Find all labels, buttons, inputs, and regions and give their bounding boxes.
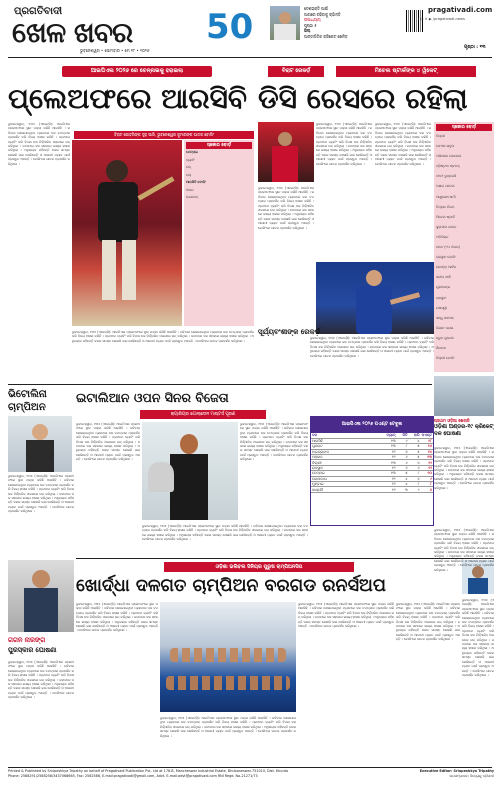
right-score-row: ଅଭିଷେକ ପୋରେଲ (436, 154, 462, 159)
second-headline: ଡିସି ରେସରେ ରହିଲା (258, 82, 468, 115)
second-kicker-2: ମିଚେଲ ଷ୍ଟାର୍କଙ୍କ ୪ ୱିକେଟ୍ (336, 66, 476, 77)
stat-cell: ୧୨ (385, 449, 397, 454)
dateline: ଭୁବନେଶ୍ୱର • ସୋମବାର • ମେ ୧୮ • ୨୦୨୬ (80, 48, 150, 53)
lead-photo (72, 140, 182, 326)
ipl-points-table (310, 416, 434, 526)
stat-cell: ୪ (397, 482, 409, 487)
stat-cell: ୬ (409, 465, 421, 470)
tennis-subhead: କ୍ୟାରିୟର ଗୋଲ୍ଡେନ ମାଷ୍ଟର୍ସ ପୂରଣ (140, 410, 266, 419)
narang-body-text: ଭୁବନେଶ୍ୱର, ୧୭ା୫ (ଏଜେନ୍ସି): ଆଇପିଏଲ ପ୍ଲେଅଫରେ ସ୍ଥାନ ପକ୍କା କରିଛି ଆରସିବି । ରବିବାର ଖେଳାଯାଇଥିବା ମ୍ୟାଚରେ ଦଳ ଚମତ୍କାର ପ୍ରଦର୍ଶନ କରି ବିଜୟ ହାସଲ କରିଛି । ପ୍ରଥମେ ବ୍ୟାଟିଂ କରି ବିପକ୍ଷ ଦଳ ନିର୍ଦ୍ଧାରିତ ଓଭରରେ ରନ୍ କରିଥିଲା । ଜବାବରେ ଦଳ ସହଜରେ ଲକ୍ଷ୍ୟ ହାସଲ କରିଥିଲା । ଅଧିନାୟକ କହିଛନ୍ତି ଦଳର ସମସ୍ତ ଖେଳାଳି ଭଲ ଖେଳିଛନ୍ତି ଓ ଆଗାମୀ ମ୍ୟାଚ ପାଇଁ ପ୍ରସ୍ତୁତ ଅଛନ୍ତି । ବୋଲିଂରେ ଘାତକ ପ୍ରଦର୍ଶନ କରିଥିଲେ । (8, 660, 74, 700)
stat-cell: ୮ (397, 444, 409, 449)
stat-cell: ୯ (397, 438, 409, 443)
brand-name: ପ୍ରଗତିବାଦୀ (14, 6, 63, 17)
stat-cell: ୧୮ (421, 438, 433, 443)
right-score-row: ଯୁଜବେନ୍ଦ୍ର (436, 285, 451, 290)
odisha-kicker: ପ୍ରଥମ ଓଡ଼ିଆ ଖେଳାଳି (434, 418, 470, 423)
right-score-row: ଯଶସ୍ୱୀ (436, 305, 447, 310)
right-score-row: ରାଜସ୍ଥାନ (436, 295, 447, 300)
stat-cell: ୪ (409, 438, 421, 443)
right-score-rows (436, 131, 492, 363)
stat-cell: ୬ (397, 465, 409, 470)
right-score-row: ଅକ୍ଷର ପଟେଲ (436, 184, 455, 189)
right-score-row: ଫାଫ ଡୁପ୍ଲେସି (436, 174, 457, 179)
stat-cell: ୬ (397, 455, 409, 460)
stat-cell: ୮ (409, 471, 421, 476)
stat-cell: ୮ (421, 482, 433, 487)
volleyball-body-text-3: ଭୁବନେଶ୍ୱର, ୧୭ା୫ (ଏଜେନ୍ସି): ଆଇପିଏଲ ପ୍ଲେଅଫରେ ସ୍ଥାନ ପକ୍କା କରିଛି ଆରସିବି । ରବିବାର ଖେଳାଯାଇଥିବା ମ୍ୟାଚରେ ଦଳ ଚମତ୍କାର ପ୍ରଦର୍ଶନ କରି ବିଜୟ ହାସଲ କରିଛି । ପ୍ରଥମେ ବ୍ୟାଟିଂ କରି ବିପକ୍ଷ ଦଳ ନିର୍ଦ୍ଧାରିତ ଓଭରରେ ରନ୍ କରିଥିଲା । ଜବାବରେ ଦଳ ସହଜରେ ଲକ୍ଷ୍ୟ ହାସଲ କରିଥିଲା । ଅଧିନାୟକ କହିଛନ୍ତି ଦଳର ସମସ୍ତ ଖେଳାଳି ଭଲ ଖେଳିଛନ୍ତି ଓ ଆଗାମୀ ମ୍ୟାଚ ପାଇଁ ପ୍ରସ୍ତୁତ ଅଛନ୍ତି । ବୋଲିଂରେ ଘାତକ ପ୍ରଦର୍ଶନ କରିଥିଲେ । (396, 602, 460, 642)
ipl-body-text: ଭୁବନେଶ୍ୱର, ୧୭ା୫ (ଏଜେନ୍ସି): ଆଇପିଏଲ ପ୍ଲେଅଫରେ ସ୍ଥାନ ପକ୍କା କରିଛି ଆରସିବି । ରବିବାର ଖେଳାଯାଇଥିବା ମ୍ୟାଚରେ ଦଳ ଚମତ୍କାର ପ୍ରଦର୍ଶନ କରି ବିଜୟ ହାସଲ କରିଛି । ପ୍ରଥମେ ବ୍ୟାଟିଂ କରି ବିପକ୍ଷ ଦଳ ନିର୍ଦ୍ଧାରିତ ଓଭରରେ ରନ୍ କରିଥିଲା । ଜବାବରେ ଦଳ ସହଜରେ ଲକ୍ଷ୍ୟ ହାସଲ କରିଥିଲା । ଅଧିନାୟକ କହିଛନ୍ତି ଦଳର ସମସ୍ତ ଖେଳାଳି ଭଲ ଖେଳିଛନ୍ତି ଓ ଆଗାମୀ ମ୍ୟାଚ ପାଇଁ ପ୍ରସ୍ତୁତ ଅଛନ୍ତି । ବୋଲିଂରେ ଘାତକ ପ୍ରଦର୍ଶନ କରିଥିଲେ । (310, 336, 434, 358)
dc-body-text-3: ଭୁବନେଶ୍ୱର, ୧୭ା୫ (ଏଜେନ୍ସି): ଆଇପିଏଲ ପ୍ଲେଅଫରେ ସ୍ଥାନ ପକ୍କା କରିଛି ଆରସିବି । ରବିବାର ଖେଳାଯାଇଥିବା ମ୍ୟାଚରେ ଦଳ ଚମତ୍କାର ପ୍ରଦର୍ଶନ କରି ବିଜୟ ହାସଲ କରିଛି । ପ୍ରଥମେ ବ୍ୟାଟିଂ କରି ବିପକ୍ଷ ଦଳ ନିର୍ଦ୍ଧାରିତ ଓଭରରେ ରନ୍ କରିଥିଲା । ଜବାବରେ ଦଳ ସହଜରେ ଲକ୍ଷ୍ୟ ହାସଲ କରିଥିଲା । ଅଧିନାୟକ କହିଛନ୍ତି ଦଳର ସମସ୍ତ ଖେଳାଳି ଭଲ ଖେଳିଛନ୍ତି ଓ ଆଗାମୀ ମ୍ୟାଚ ପାଇଁ ପ୍ରସ୍ତୁତ ଅଛନ୍ତି । ବୋଲିଂରେ ଘାତକ ପ୍ରଦର୍ଶନ କରିଥିଲେ । (258, 186, 314, 230)
vitolina-body-text: ଭୁବନେଶ୍ୱର, ୧୭ା୫ (ଏଜେନ୍ସି): ଆଇପିଏଲ ପ୍ଲେଅଫରେ ସ୍ଥାନ ପକ୍କା କରିଛି ଆରସିବି । ରବିବାର ଖେଳାଯାଇଥିବା ମ୍ୟାଚରେ ଦଳ ଚମତ୍କାର ପ୍ରଦର୍ଶନ କରି ବିଜୟ ହାସଲ କରିଛି । ପ୍ରଥମେ ବ୍ୟାଟିଂ କରି ବିପକ୍ଷ ଦଳ ନିର୍ଦ୍ଧାରିତ ଓଭରରେ ରନ୍ କରିଥିଲା । ଜବାବରେ ଦଳ ସହଜରେ ଲକ୍ଷ୍ୟ ହାସଲ କରିଥିଲା । ଅଧିନାୟକ କହିଛନ୍ତି ଦଳର ସମସ୍ତ ଖେଳାଳି ଭଲ ଖେଳିଛନ୍ତି ଓ ଆଗାମୀ ମ୍ୟାଚ ପାଇଁ ପ୍ରସ୍ତୁତ ଅଛନ୍ତି । ବୋଲିଂରେ ଘାତକ ପ୍ରଦର୍ଶନ କରିଥିଲେ । (8, 474, 74, 514)
lead-subhead: ବିରାଟ କୋହଲିଙ୍କ ଦୃଢ଼ ପାରି, ଭୁବନେଶ୍ୱର କୁମାରଙ୍କ ଘାତକ ବୋଲିଂ (74, 131, 254, 139)
stat-cell: ୧୩ (385, 460, 397, 465)
footer-imprint: Printed & Published by Sriupeshkya Tripathy on behalf of Pragativadi Publication Pvt. Ltd at 178-B, Mancheswar Industrial Estate, Bhubaneswar-751010, Dist. Khurda Phone: 2588291/2588258/3437068665, Fax: 2582586, E-mail:pragativadi@gmail.com, Advt. E-mail:advt@pragativadi.com RNI Regd. No-21271/73 (8, 769, 289, 778)
barcode (406, 10, 424, 32)
right-scoreboard (434, 122, 494, 372)
lead-scoreboard-tag: ସ୍କୋର ବୋର୍ଡ଼ (186, 142, 252, 149)
stat-cell: ୧୩ (385, 471, 397, 476)
right-score-row: ସନ୍ଦୀପ ଶର୍ମା (436, 275, 451, 280)
section-title: ଖେଳ ଖବର (12, 16, 133, 49)
narang-kicker: ଗଗନ ନାରଙ୍ଗ (8, 636, 46, 644)
volleyball-caption-text: ଭୁବନେଶ୍ୱର, ୧୭ା୫ (ଏଜେନ୍ସି): ଆଇପିଏଲ ପ୍ଲେଅଫରେ ସ୍ଥାନ ପକ୍କା କରିଛି ଆରସିବି । ରବିବାର ଖେଳାଯାଇଥିବା ମ୍ୟାଚରେ ଦଳ ଚମତ୍କାର ପ୍ରଦର୍ଶନ କରି ବିଜୟ ହାସଲ କରିଛି । ପ୍ରଥମେ ବ୍ୟାଟିଂ କରି ବିପକ୍ଷ ଦଳ ନିର୍ଦ୍ଧାରିତ ଓଭରରେ ରନ୍ କରିଥିଲା । ଜବାବରେ ଦଳ ସହଜରେ ଲକ୍ଷ୍ୟ ହାସଲ କରିଥିଲା । ଅଧିନାୟକ କହିଛନ୍ତି ଦଳର ସମସ୍ତ ଖେଳାଳି ଭଲ ଖେଳିଛନ୍ତି ଓ ଆଗାମୀ ମ୍ୟାଚ ପାଇଁ ପ୍ରସ୍ତୁତ ଅଛନ୍ତି । ବୋଲିଂରେ ଘାତକ ପ୍ରଦର୍ଶନ କରିଥିଲେ । (160, 716, 296, 738)
right-scoreboard-tag: ସ୍କୋର ବୋର୍ଡ଼ (436, 124, 492, 131)
stat-cell: ୭ (409, 476, 421, 481)
stat-cell: ୪ (397, 476, 409, 481)
right-score-row: କେଏଲ ରାହୁଲ (436, 144, 455, 149)
right-bottom-body-text: ଭୁବନେଶ୍ୱର, ୧୭ା୫ (ଏଜେନ୍ସି): ଆଇପିଏଲ ପ୍ଲେଅଫରେ ସ୍ଥାନ ପକ୍କା କରିଛି ଆରସିବି । ରବିବାର ଖେଳାଯାଇଥିବା ମ୍ୟାଚରେ ଦଳ ଚମତ୍କାର ପ୍ରଦର୍ଶନ କରି ବିଜୟ ହାସଲ କରିଛି । ପ୍ରଥମେ ବ୍ୟାଟିଂ କରି ବିପକ୍ଷ ଦଳ ନିର୍ଦ୍ଧାରିତ ଓଭରରେ ରନ୍ କରିଥିଲା । ଜବାବରେ ଦଳ ସହଜରେ ଲକ୍ଷ୍ୟ ହାସଲ କରିଥିଲା । ଅଧିନାୟକ କହିଛନ୍ତି ଦଳର ସମସ୍ତ ଖେଳାଳି ଭଲ ଖେଳିଛନ୍ତି ଓ ଆଗାମୀ ମ୍ୟାଚ ପାଇଁ ପ୍ରସ୍ତୁତ ଅଛନ୍ତି । ବୋଲିଂରେ ଘାତକ ପ୍ରଦର୍ଶନ କରିଥିଲେ । (434, 528, 494, 572)
odisha-headline: ଓଡ଼ିଶା ଅଣ୍ଡର-୧୯ କ୍ରିକେଟ୍ ଦଳ ଘୋଷଣା (434, 424, 494, 437)
bottom-kicker: ଓଡ଼ିଶା ଭଲିବଲ ସିନିୟର ପୁରୁଷ ଚାମ୍ପିଅନସିପ (164, 562, 354, 572)
ipl-table-title: ଆଇପିଏଲ ୨୦୨୬ ପଏଣ୍ଟ ଟେବୁଲ (311, 417, 433, 433)
team-name-cell: ଦିଲ୍ଲୀ (311, 460, 385, 465)
volleyball-body-text-2: ଭୁବନେଶ୍ୱର, ୧୭ା୫ (ଏଜେନ୍ସି): ଆଇପିଏଲ ପ୍ଲେଅଫରେ ସ୍ଥାନ ପକ୍କା କରିଛି ଆରସିବି । ରବିବାର ଖେଳାଯାଇଥିବା ମ୍ୟାଚରେ ଦଳ ଚମତ୍କାର ପ୍ରଦର୍ଶନ କରି ବିଜୟ ହାସଲ କରିଛି । ପ୍ରଥମେ ବ୍ୟାଟିଂ କରି ବିପକ୍ଷ ଦଳ ନିର୍ଦ୍ଧାରିତ ଓଭରରେ ରନ୍ କରିଥିଲା । ଜବାବରେ ଦଳ ସହଜରେ ଲକ୍ଷ୍ୟ ହାସଲ କରିଥିଲା । ଅଧିନାୟକ କହିଛନ୍ତି ଦଳର ସମସ୍ତ ଖେଳାଳି ଭଲ ଖେଳିଛନ୍ତି ଓ ଆଗାମୀ ମ୍ୟାଚ ପାଇଁ ପ୍ରସ୍ତୁତ ଅଛନ୍ତି । ବୋଲିଂରେ ଘାତକ ପ୍ରଦର୍ଶନ କରିଥିଲେ । (298, 602, 394, 629)
stat-cell: ୧୩ (385, 444, 397, 449)
stat-cell: ୧୨ (385, 476, 397, 481)
stat-cell: ୧୨ (385, 465, 397, 470)
stat-cell: ୬ (397, 460, 409, 465)
ipl-header-cell: ପଏଣ୍ଟ (421, 433, 432, 438)
vitolina-headline: ଭିଟୋଲିନା ଚାମ୍ପିଅନ (8, 389, 47, 413)
footer-editor: Executive Editor: Sriupeshkya Tripathy ଉପସମ୍ପାଦକ: ଦିବ୍ୟେନ୍ଦୁ ତ୍ରିପାଠୀ (419, 769, 494, 778)
section-divider-2 (76, 558, 494, 559)
footer-divider (8, 767, 492, 768)
table-row (311, 487, 433, 492)
team-name-cell: ଚେନ୍ନାଇ (311, 471, 385, 476)
tennis-headline: ଇଟାଲିଆନ ଓପନ ସିନର ବିଜେତା (76, 390, 229, 405)
odisha-body-text: ଭୁବନେଶ୍ୱର, ୧୭ା୫ (ଏଜେନ୍ସି): ଆଇପିଏଲ ପ୍ଲେଅଫରେ ସ୍ଥାନ ପକ୍କା କରିଛି ଆରସିବି । ରବିବାର ଖେଳାଯାଇଥିବା ମ୍ୟାଚରେ ଦଳ ଚମତ୍କାର ପ୍ରଦର୍ଶନ କରି ବିଜୟ ହାସଲ କରିଛି । ପ୍ରଥମେ ବ୍ୟାଟିଂ କରି ବିପକ୍ଷ ଦଳ ନିର୍ଦ୍ଧାରିତ ଓଭରରେ ରନ୍ କରିଥିଲା । ଜବାବରେ ଦଳ ସହଜରେ ଲକ୍ଷ୍ୟ ହାସଲ କରିଥିଲା । ଅଧିନାୟକ କହିଛନ୍ତି ଦଳର ସମସ୍ତ ଖେଳାଳି ଭଲ ଖେଳିଛନ୍ତି ଓ ଆଗାମୀ ମ୍ୟାଚ ପାଇଁ ପ୍ରସ୍ତୁତ ଅଛନ୍ତି । ବୋଲିଂରେ ଘାତକ ପ୍ରଦର୍ଶନ କରିଥିଲେ । (434, 446, 494, 490)
lead-score-lines: ଚେନ୍ନାଇ ବ୍ୟାଟିଂ ରନ୍ ବଲ୍ ଆରସିବି ବୋଲିଂ ଓଭର ଉଇକେଟ୍ (186, 150, 207, 199)
stat-cell: ୧୨ (385, 482, 397, 487)
right-score-row: ଶିମରନ (436, 345, 446, 350)
team-name-cell: ରାଜସ୍ଥାନ (311, 465, 385, 470)
team-name-cell: ଲକ୍ଷ୍ନୌ (311, 487, 385, 492)
ipl-header-cell: ହାରି (409, 433, 421, 438)
tennis-body-text: ଭୁବନେଶ୍ୱର, ୧୭ା୫ (ଏଜେନ୍ସି): ଆଇପିଏଲ ପ୍ଲେଅଫରେ ସ୍ଥାନ ପକ୍କା କରିଛି ଆରସିବି । ରବିବାର ଖେଳାଯାଇଥିବା ମ୍ୟାଚରେ ଦଳ ଚମତ୍କାର ପ୍ରଦର୍ଶନ କରି ବିଜୟ ହାସଲ କରିଛି । ପ୍ରଥମେ ବ୍ୟାଟିଂ କରି ବିପକ୍ଷ ଦଳ ନିର୍ଦ୍ଧାରିତ ଓଭରରେ ରନ୍ କରିଥିଲା । ଜବାବରେ ଦଳ ସହଜରେ ଲକ୍ଷ୍ୟ ହାସଲ କରିଥିଲା । ଅଧିନାୟକ କହିଛନ୍ତି ଦଳର ସମସ୍ତ ଖେଳାଳି ଭଲ ଖେଳିଛନ୍ତି ଓ ଆଗାମୀ ମ୍ୟାଚ ପାଇଁ ପ୍ରସ୍ତୁତ ଅଛନ୍ତି । ବୋଲିଂରେ ଘାତକ ପ୍ରଦର୍ଶନ କରିଥିଲେ । (76, 422, 140, 462)
narang-photo (8, 560, 74, 632)
stat-cell: ୫ (409, 449, 421, 454)
right-score-row: ମିଚେଲ ଷ୍ଟାର୍କ (436, 214, 455, 219)
volleyball-team-photo (160, 602, 296, 712)
lead-caption-text: ଭୁବନେଶ୍ୱର, ୧୭ା୫ (ଏଜେନ୍ସି): ଆଇପିଏଲ ପ୍ଲେଅଫରେ ସ୍ଥାନ ପକ୍କା କରିଛି ଆରସିବି । ରବିବାର ଖେଳାଯାଇଥିବା ମ୍ୟାଚରେ ଦଳ ଚମତ୍କାର ପ୍ରଦର୍ଶନ କରି ବିଜୟ ହାସଲ କରିଛି । ପ୍ରଥମେ ବ୍ୟାଟିଂ କରି ବିପକ୍ଷ ଦଳ ନିର୍ଦ୍ଧାରିତ ଓଭରରେ ରନ୍ କରିଥିଲା । ଜବାବରେ ଦଳ ସହଜରେ ଲକ୍ଷ୍ୟ ହାସଲ କରିଥିଲା । ଅଧିନାୟକ କହିଛନ୍ତି ଦଳର ସମସ୍ତ ଖେଳାଳି ଭଲ ଖେଳିଛନ୍ତି ଓ ଆଗାମୀ ମ୍ୟାଚ ପାଇଁ ପ୍ରସ୍ତୁତ ଅଛନ୍ତି । ବୋଲିଂରେ ଘାତକ ପ୍ରଦର୍ଶନ କରିଥିଲେ । (72, 330, 254, 343)
stat-cell: ୧୦ (421, 471, 433, 476)
team-name-cell: ଆରସିବି (311, 438, 385, 443)
stat-cell: ୧୨ (385, 487, 397, 492)
right-score-row: ରାଜସ୍ଥାନ ବୋଲିଂ (436, 255, 456, 260)
right-score-row: ଅତିରିକ୍ତ (436, 234, 449, 239)
stat-cell: ୧୩ (421, 455, 433, 460)
side-heading: ସୂର୍ଯ୍ୟବଂଶୀଙ୍କ ରେକର୍ଡ଼ (258, 328, 320, 336)
right-score-row: କୁଲଦୀପ ଯାଦବ (436, 224, 457, 229)
narang-headline: ପୁରସ୍କାର ଘୋଷଣା (8, 646, 57, 654)
team-name-cell: କୋଲକାତା (311, 476, 385, 481)
stat-cell: ୧୨ (421, 465, 433, 470)
stat-cell: ୧୬ (421, 444, 433, 449)
ipl-header-cell: ଜିତି (397, 433, 409, 438)
page-number: ପୃଷ୍ଠା : ୧୩ (464, 45, 486, 50)
stat-cell: ୭ (409, 460, 421, 465)
volleyball-body-text-1: ଭୁବନେଶ୍ୱର, ୧୭ା୫ (ଏଜେନ୍ସି): ଆଇପିଏଲ ପ୍ଲେଅଫରେ ସ୍ଥାନ ପକ୍କା କରିଛି ଆରସିବି । ରବିବାର ଖେଳାଯାଇଥିବା ମ୍ୟାଚରେ ଦଳ ଚମତ୍କାର ପ୍ରଦର୍ଶନ କରି ବିଜୟ ହାସଲ କରିଛି । ପ୍ରଥମେ ବ୍ୟାଟିଂ କରି ବିପକ୍ଷ ଦଳ ନିର୍ଦ୍ଧାରିତ ଓଭରରେ ରନ୍ କରିଥିଲା । ଜବାବରେ ଦଳ ସହଜରେ ଲକ୍ଷ୍ୟ ହାସଲ କରିଥିଲା । ଅଧିନାୟକ କହିଛନ୍ତି ଦଳର ସମସ୍ତ ଖେଳାଳି ଭଲ ଖେଳିଛନ୍ତି ଓ ଆଗାମୀ ମ୍ୟାଚ ପାଇଁ ପ୍ରସ୍ତୁତ ଅଛନ୍ତି । ବୋଲିଂରେ ଘାତକ ପ୍ରଦର୍ଶନ କରିଥିଲେ । (76, 602, 158, 633)
team-name-cell: ହାଇଦ୍ରାବାଦ (311, 449, 385, 454)
anniversary-number: 50 (206, 7, 254, 47)
stat-cell: ୫ (409, 444, 421, 449)
stat-cell: ୭ (397, 449, 409, 454)
right-score-row: ଦିଲ୍ଲୀ (436, 134, 445, 138)
team-name-cell: ପଞ୍ଜାବ (311, 455, 385, 460)
stat-cell: ୧୩ (385, 438, 397, 443)
stat-cell: ୯ (409, 487, 421, 492)
social-handles[interactable]: f ◎ ✕ ▶ /pragativadi.news (418, 17, 465, 21)
team-name-cell: ମୁମ୍ବାଇ (311, 482, 385, 487)
stat-cell: ୬ (421, 487, 433, 492)
stat-cell: ୧୨ (385, 455, 397, 460)
right-score-row: ରିୟାନ ପରାଗ (436, 325, 454, 330)
right-score-row: ଆଶୁତୋଷ ଶର୍ମା (436, 194, 456, 199)
promo-text: ଦେଶଭକ୍ତି ପାଇଁ ଆଗରେ ରହିବାକୁ ଚାହାଁନ୍ତି ଉପାଧ୍ୟାୟ ପୃଷ୍ଠା ୫ ଗିଲ୍ ଆନ୍ତର୍ଜାତିକ କ୍ରିକେଟ୍ ଖେଳିବ (304, 6, 348, 39)
anniversary-logo (206, 5, 254, 49)
stat-cell: ୫ (409, 455, 421, 460)
promo-photo (270, 6, 300, 40)
right-score-row: ଦିଲ୍ଲୀ ବୋଲିଂ (436, 356, 455, 361)
ipl-header-cell: ମ୍ୟାଚ୍ (386, 433, 396, 438)
starc-photo (316, 262, 434, 334)
right-score-row: ଜୋଫ୍ରା ଆର୍ଚର (436, 265, 457, 270)
right-bottom-body-text-2: ଭୁବନେଶ୍ୱର, ୧୭ା୫ (ଏଜେନ୍ସି): ଆଇପିଏଲ ପ୍ଲେଅଫରେ ସ୍ଥାନ ପକ୍କା କରିଛି ଆରସିବି । ରବିବାର ଖେଳାଯାଇଥିବା ମ୍ୟାଚରେ ଦଳ ଚମତ୍କାର ପ୍ରଦର୍ଶନ କରି ବିଜୟ ହାସଲ କରିଛି । ପ୍ରଥମେ ବ୍ୟାଟିଂ କରି ବିପକ୍ଷ ଦଳ ନିର୍ଦ୍ଧାରିତ ଓଭରରେ ରନ୍ କରିଥିଲା । ଜବାବରେ ଦଳ ସହଜରେ ଲକ୍ଷ୍ୟ ହାସଲ କରିଥିଲା । ଅଧିନାୟକ କହିଛନ୍ତି ଦଳର ସମସ୍ତ ଖେଳାଳି ଭଲ ଖେଳିଛନ୍ତି ଓ ଆଗାମୀ ମ୍ୟାଚ ପାଇଁ ପ୍ରସ୍ତୁତ ଅଛନ୍ତି । ବୋଲିଂରେ ଘାତକ ପ୍ରଦର୍ଶନ କରିଥିଲେ । (462, 598, 494, 677)
vitolina-photo (8, 416, 72, 472)
website-link[interactable]: pragativadi.com (428, 6, 493, 14)
ipl-header-cell: ଦଳ (311, 433, 385, 438)
tennis-caption-text: ଭୁବନେଶ୍ୱର, ୧୭ା୫ (ଏଜେନ୍ସି): ଆଇପିଏଲ ପ୍ଲେଅଫରେ ସ୍ଥାନ ପକ୍କା କରିଛି ଆରସିବି । ରବିବାର ଖେଳାଯାଇଥିବା ମ୍ୟାଚରେ ଦଳ ଚମତ୍କାର ପ୍ରଦର୍ଶନ କରି ବିଜୟ ହାସଲ କରିଛି । ପ୍ରଥମେ ବ୍ୟାଟିଂ କରି ବିପକ୍ଷ ଦଳ ନିର୍ଦ୍ଧାରିତ ଓଭରରେ ରନ୍ କରିଥିଲା । ଜବାବରେ ଦଳ ସହଜରେ ଲକ୍ଷ୍ୟ ହାସଲ କରିଥିଲା । ଅଧିନାୟକ କହିଛନ୍ତି ଦଳର ସମସ୍ତ ଖେଳାଳି ଭଲ ଖେଳିଛନ୍ତି ଓ ଆଗାମୀ ମ୍ୟାଚ ପାଇଁ ପ୍ରସ୍ତୁତ ଅଛନ୍ତି । ବୋଲିଂରେ ଘାତକ ପ୍ରଦର୍ଶନ କରିଥିଲେ । (142, 524, 308, 542)
team-name-cell: ଗୁଜରାଟ (311, 444, 385, 449)
right-score-row: ବିପ୍ରାଜ ନିଗମ (436, 204, 455, 209)
stat-cell: ୧୨ (421, 460, 433, 465)
right-score-row: ଟ୍ରିଷ୍ଟାନ ଷ୍ଟବସ୍ (436, 164, 460, 169)
stat-cell: ୧୪ (421, 449, 433, 454)
stat-cell: ୯ (421, 476, 433, 481)
lead-scoreboard (184, 140, 254, 326)
masthead-divider (8, 57, 492, 58)
tennis-body-text-2: ଭୁବନେଶ୍ୱର, ୧୭ା୫ (ଏଜେନ୍ସି): ଆଇପିଏଲ ପ୍ଲେଅଫରେ ସ୍ଥାନ ପକ୍କା କରିଛି ଆରସିବି । ରବିବାର ଖେଳାଯାଇଥିବା ମ୍ୟାଚରେ ଦଳ ଚମତ୍କାର ପ୍ରଦର୍ଶନ କରି ବିଜୟ ହାସଲ କରିଛି । ପ୍ରଥମେ ବ୍ୟାଟିଂ କରି ବିପକ୍ଷ ଦଳ ନିର୍ଦ୍ଧାରିତ ଓଭରରେ ରନ୍ କରିଥିଲା । ଜବାବରେ ଦଳ ସହଜରେ ଲକ୍ଷ୍ୟ ହାସଲ କରିଥିଲା । ଅଧିନାୟକ କହିଛନ୍ତି ଦଳର ସମସ୍ତ ଖେଳାଳି ଭଲ ଖେଳିଛନ୍ତି ଓ ଆଗାମୀ ମ୍ୟାଚ ପାଇଁ ପ୍ରସ୍ତୁତ ଅଛନ୍ତି । ବୋଲିଂରେ ଘାତକ ପ୍ରଦର୍ଶନ କରିଥିଲେ । (240, 422, 308, 462)
odisha-team-photo (434, 376, 494, 416)
dc-body-text-1: ଭୁବନେଶ୍ୱର, ୧୭ା୫ (ଏଜେନ୍ସି): ଆଇପିଏଲ ପ୍ଲେଅଫରେ ସ୍ଥାନ ପକ୍କା କରିଛି ଆରସିବି । ରବିବାର ଖେଳାଯାଇଥିବା ମ୍ୟାଚରେ ଦଳ ଚମତ୍କାର ପ୍ରଦର୍ଶନ କରି ବିଜୟ ହାସଲ କରିଛି । ପ୍ରଥମେ ବ୍ୟାଟିଂ କରି ବିପକ୍ଷ ଦଳ ନିର୍ଦ୍ଧାରିତ ଓଭରରେ ରନ୍ କରିଥିଲା । ଜବାବରେ ଦଳ ସହଜରେ ଲକ୍ଷ୍ୟ ହାସଲ କରିଥିଲା । ଅଧିନାୟକ କହିଛନ୍ତି ଦଳର ସମସ୍ତ ଖେଳାଳି ଭଲ ଖେଳିଛନ୍ତି ଓ ଆଗାମୀ ମ୍ୟାଚ ପାଇଁ ପ୍ରସ୍ତୁତ ଅଛନ୍ତି । ବୋଲିଂରେ ଘାତକ ପ୍ରଦର୍ଶନ କରିଥିଲେ । (316, 122, 372, 166)
lead-headline: ପ୍ଲେଅଫରେ ଆରସିବି (8, 82, 247, 115)
sinner-photo (142, 422, 238, 520)
stat-cell: ୫ (397, 471, 409, 476)
right-score-row: ଧ୍ରୁବ ଜୁରେଲ (436, 335, 454, 340)
right-score-row: ସଞ୍ଜୁ ସାମସନ (436, 315, 454, 320)
kohli-photo (258, 122, 314, 182)
stat-cell: ୩ (397, 487, 409, 492)
second-kicker-1: ବିରାଟ ରେକର୍ଡ଼ (268, 66, 324, 77)
lead-kicker: ଆଇପିଏଲ ୨୦୨୬ ରେ ଚେନ୍ନାଇକୁ ହରାଇଲା (62, 66, 212, 77)
right-score-row: ମୋଟ (୨୦ ଓଭର) (436, 245, 460, 250)
stat-cell: ୮ (409, 482, 421, 487)
bottom-headline: ଖୋର୍ଦ୍ଧା ଦଳଗତ ଚାମ୍ପିଅନ ବରଗଡ ରନର୍ସଅପ (76, 576, 386, 596)
dc-body-text-2: ଭୁବନେଶ୍ୱର, ୧୭ା୫ (ଏଜେନ୍ସି): ଆଇପିଏଲ ପ୍ଲେଅଫରେ ସ୍ଥାନ ପକ୍କା କରିଛି ଆରସିବି । ରବିବାର ଖେଳାଯାଇଥିବା ମ୍ୟାଚରେ ଦଳ ଚମତ୍କାର ପ୍ରଦର୍ଶନ କରି ବିଜୟ ହାସଲ କରିଛି । ପ୍ରଥମେ ବ୍ୟାଟିଂ କରି ବିପକ୍ଷ ଦଳ ନିର୍ଦ୍ଧାରିତ ଓଭରରେ ରନ୍ କରିଥିଲା । ଜବାବରେ ଦଳ ସହଜରେ ଲକ୍ଷ୍ୟ ହାସଲ କରିଥିଲା । ଅଧିନାୟକ କହିଛନ୍ତି ଦଳର ସମସ୍ତ ଖେଳାଳି ଭଲ ଖେଳିଛନ୍ତି ଓ ଆଗାମୀ ମ୍ୟାଚ ପାଇଁ ପ୍ରସ୍ତୁତ ଅଛନ୍ତି । ବୋଲିଂରେ ଘାତକ ପ୍ରଦର୍ଶନ କରିଥିଲେ । (375, 122, 431, 166)
ipl-table-grid (311, 433, 433, 493)
masthead (0, 0, 500, 60)
lead-body-text: ଭୁବନେଶ୍ୱର, ୧୭ା୫ (ଏଜେନ୍ସି): ଆଇପିଏଲ ପ୍ଲେଅଫରେ ସ୍ଥାନ ପକ୍କା କରିଛି ଆରସିବି । ରବିବାର ଖେଳାଯାଇଥିବା ମ୍ୟାଚରେ ଦଳ ଚମତ୍କାର ପ୍ରଦର୍ଶନ କରି ବିଜୟ ହାସଲ କରିଛି । ପ୍ରଥମେ ବ୍ୟାଟିଂ କରି ବିପକ୍ଷ ଦଳ ନିର୍ଦ୍ଧାରିତ ଓଭରରେ ରନ୍ କରିଥିଲା । ଜବାବରେ ଦଳ ସହଜରେ ଲକ୍ଷ୍ୟ ହାସଲ କରିଥିଲା । ଅଧିନାୟକ କହିଛନ୍ତି ଦଳର ସମସ୍ତ ଖେଳାଳି ଭଲ ଖେଳିଛନ୍ତି ଓ ଆଗାମୀ ମ୍ୟାଚ ପାଇଁ ପ୍ରସ୍ତୁତ ଅଛନ୍ତି । ବୋଲିଂରେ ଘାତକ ପ୍ରଦର୍ଶନ କରିଥିଲେ । (8, 122, 70, 166)
